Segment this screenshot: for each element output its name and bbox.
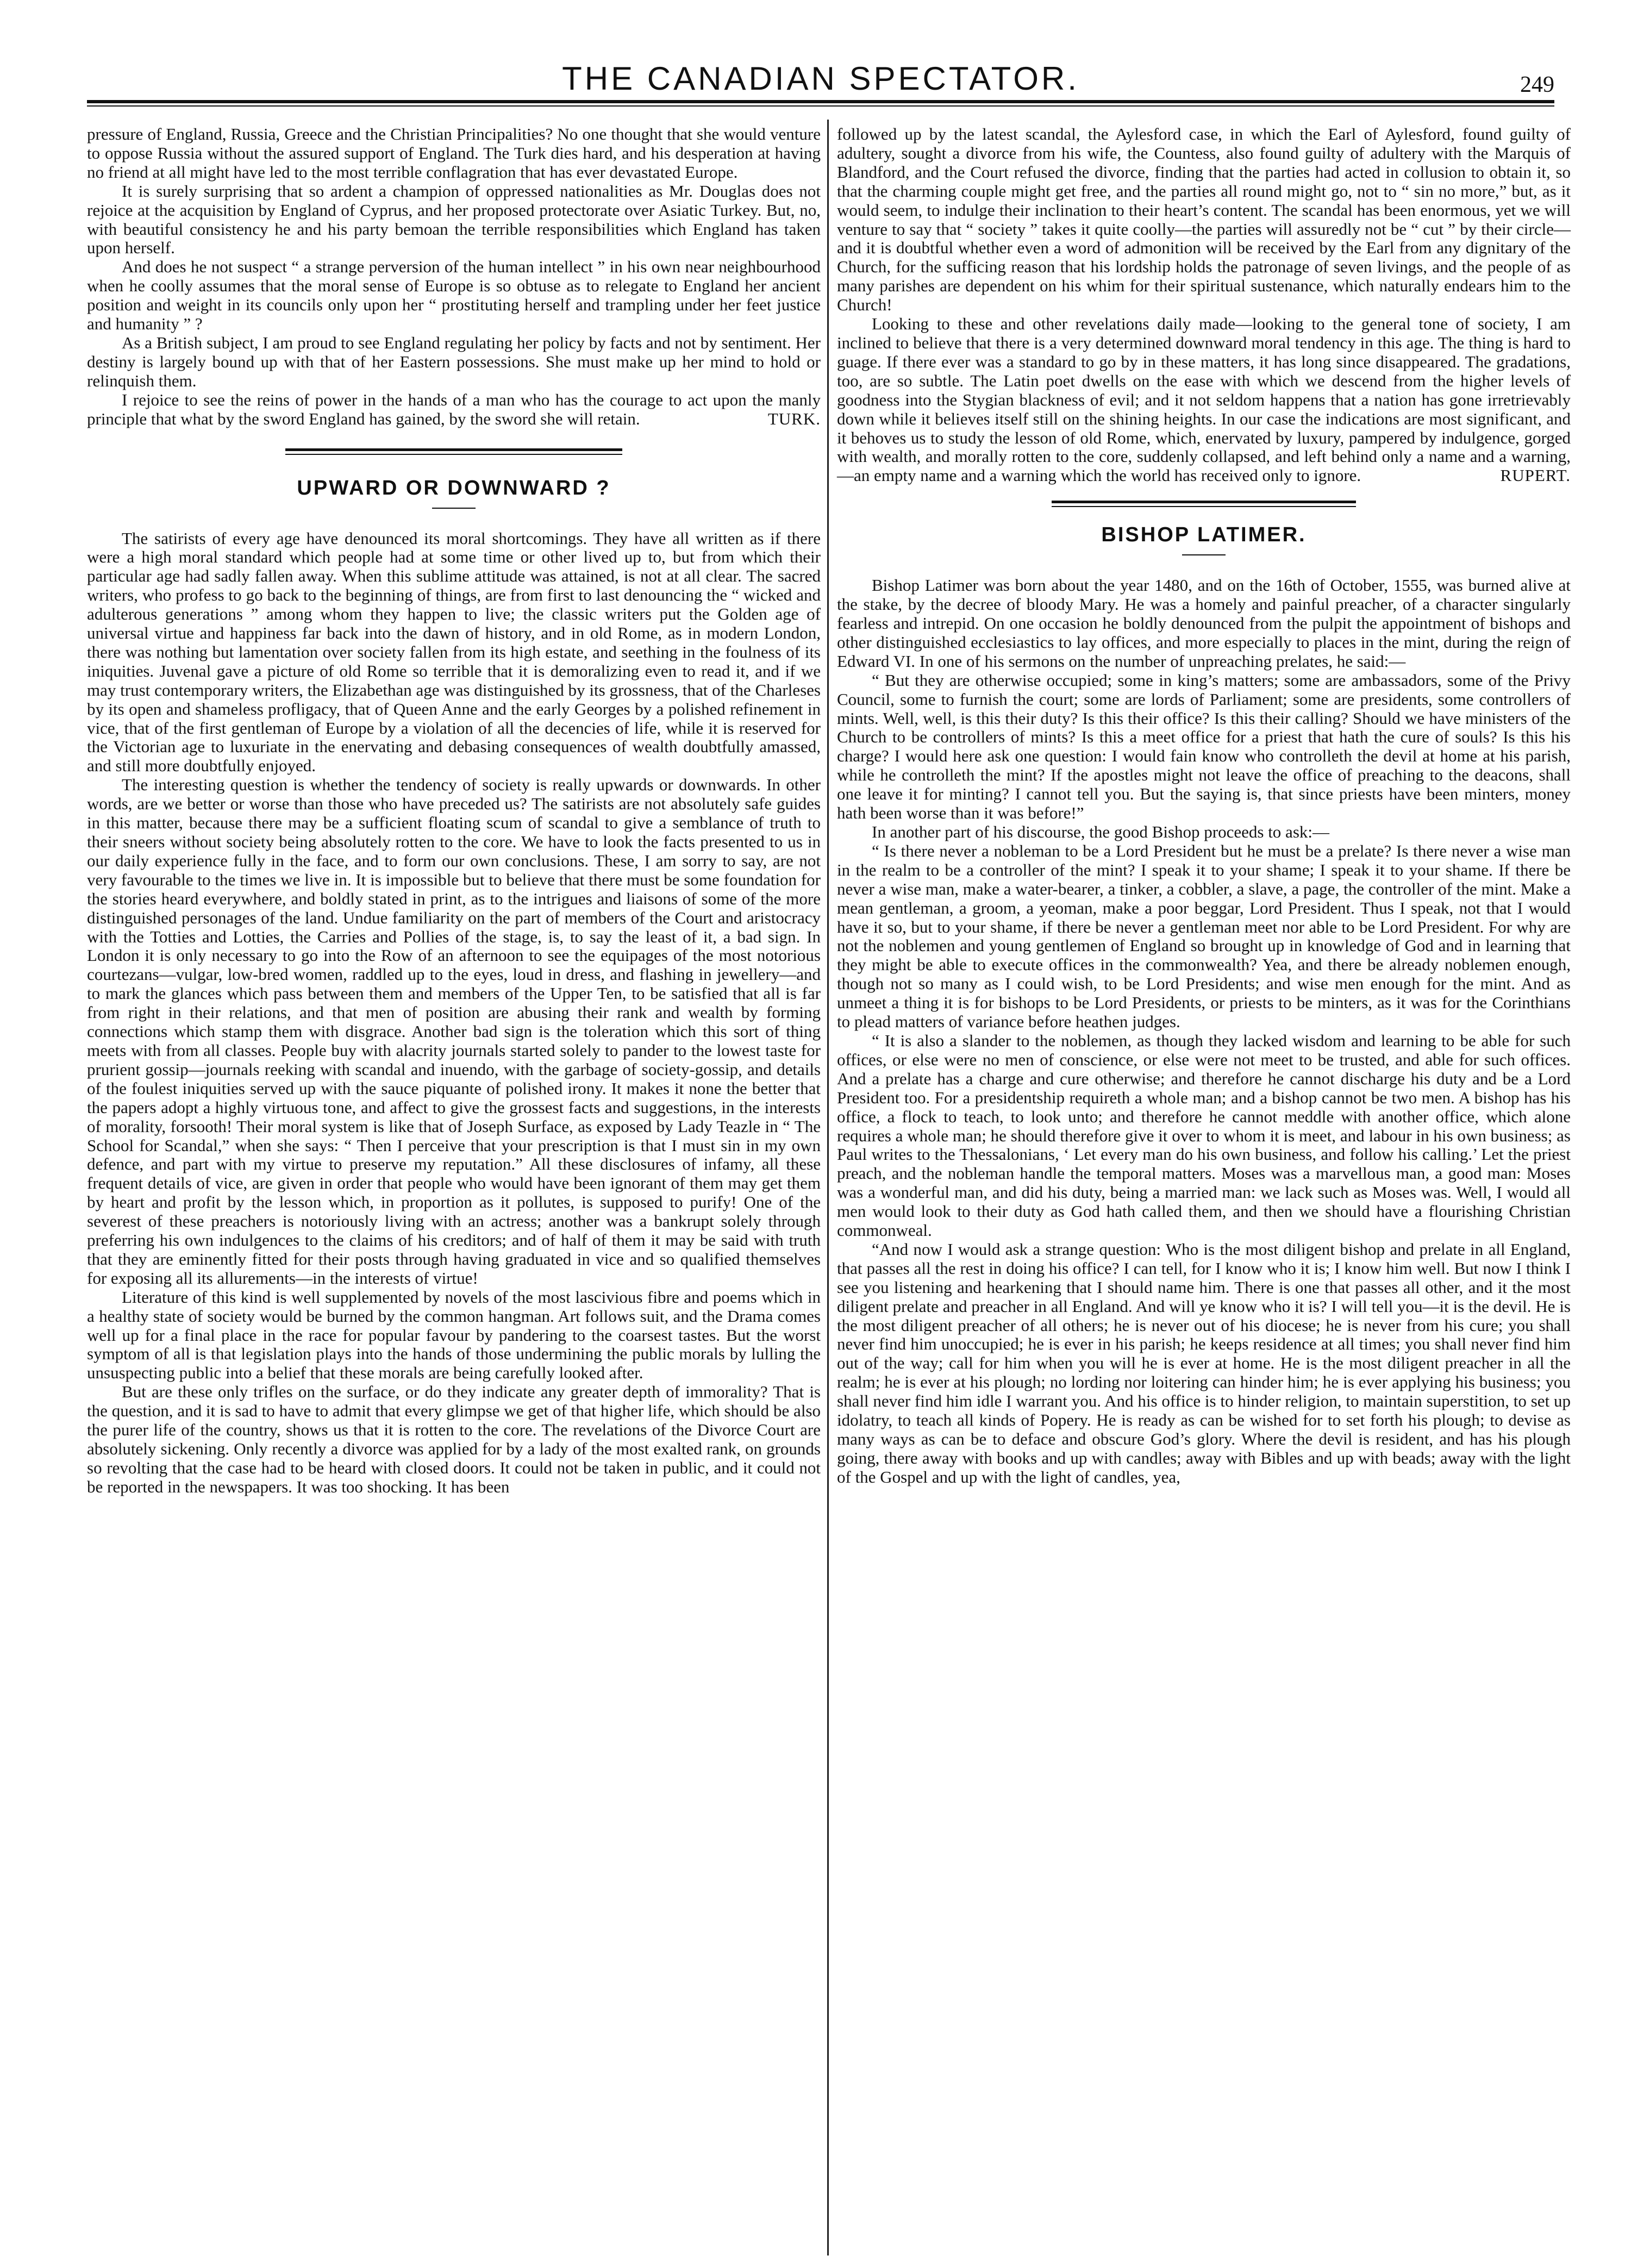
masthead-rule-thick	[87, 100, 1554, 103]
article-paragraph: Literature of this kind is well supplemented by novels of the most lascivious fibre and poems which in a healthy state of society would be burned by the common hangman. Art follows suit, and the Drama comes well up for a final place in the race for popular favour by pandering to the coarsest tastes. But the worst symptom of all is that legislation plays into the hands of those undermining the public morals by lulling the unsuspecting public into a belief that these morals are being carefully looked after.	[87, 1287, 821, 1383]
masthead	[87, 52, 1554, 101]
article-paragraph: pressure of England, Russia, Greece and the Christian Principalities? No one thought that she would venture to oppose Russia without the assured support of England. The Turk dies hard, and his desperation at having no friend at all might have led to the most terrible conflagration that has ever devastated Europe.	[87, 124, 821, 182]
section-heading-upward-or-downward: UPWARD OR DOWNWARD ?	[297, 476, 611, 499]
section-separator	[1052, 501, 1356, 507]
masthead-rule-thin	[87, 105, 1554, 107]
signature-rupert: RUPERT.	[1500, 466, 1571, 485]
article-paragraph: Looking to these and other revelations daily made—looking to the general tone of society, I am inclined to believe that there is a very determined downward moral tendency in this age. The thing is hard to guage. If there ever was a standard to go by in these matters, it has long since disappeared. The gradations, too, are so subtle. The Latin poet dwells on the ease with which we descend from the higher levels of goodness into the Stygian blackness of evil; and it not seldom happens that a nation has gone irretrievably down while it believes itself still on the shining heights. In our case the indications are most significant, and it behoves us to study the lesson of old Rome, which, enervated by luxury, pampered by indulgence, gorged with wealth, and morally rotten to the core, suddenly collapsed, and left behind only a name and a warning,—an empty name and a warning which the world has received only to ignore.	[837, 314, 1571, 485]
heading-underline	[1182, 554, 1226, 555]
article-paragraph: I rejoice to see the reins of power in the hands of a man who has the courage to act upon the manly principle that what by the sword England has gained, by the sword she will retain.	[87, 390, 821, 428]
right-column	[837, 125, 1571, 1487]
publication-title: THE CANADIAN SPECTATOR.	[562, 60, 1079, 97]
section-separator	[285, 448, 622, 455]
column-divider	[827, 120, 829, 2255]
article-paragraph: And does he not suspect “ a strange perversion of the human intellect ” in his own near neighbourhood when he coolly assumes that the moral sense of Europe is so obtuse as to relegate to England her ancient position and weight in its councils only upon her “ prostituting herself and trampling under her feet justice and humanity ” ?	[87, 257, 821, 334]
article-paragraph-with-signature	[837, 315, 1571, 485]
article-paragraph: “ But they are otherwise occupied; some in king’s matters; some are ambassadors, some of the Privy Council, some to furnish the court; some are lords of Parliament; some are presidents, some controllers of mints. Well, well, is this their duty? Is this their office? Is this their calling? Should we have ministers of the Church to be controllers of mints? Is this a meet office for a priest that hath the cure of souls? Is this his charge? I would here ask one question: I would fain know who controlleth the devil at home at his parish, while he controlleth the mint? If the apostles might not leave the office of preaching to the deacons, shall one leave it for minting? I cannot tell you. But the saying is, that since priests have been minters, money hath been worse than it was before!”	[837, 670, 1571, 823]
page-number: 249	[1520, 72, 1554, 97]
signature-turk: TURK.	[767, 409, 821, 428]
article-paragraph: The satirists of every age have denounced its moral shortcomings. They have all written as if there were a high moral standard which people had at some time or other lived up to, but from which their particular age had sadly fallen away. When this sublime attitude was attained, is not at all clear. The sacred writers, who profess to go back to the beginning of things, are from first to last denouncing the “ wicked and adulterous generations ” among whom they happen to live; the classic writers put the Golden age of universal virtue and happiness far back into the dawn of history, and in old Rome, as in modern London, there was nothing but lamentation over society fallen from its high estate, and seething in the foulness of its iniquities. Juvenal gave a picture of old Rome so terrible that it is demoralizing even to read it, and if we may trust contemporary writers, the Elizabethan age was distinguished by its grossness, that of the Charleses by its open and shameless profligacy, that of Queen Anne and the early Georges by a polished refinement in vice, that of the first gentleman of Europe by a violation of all the decencies of life, while it is reserved for the Victorian age to luxuriate in the enervating and debasing consequences of wealth doubtfully amassed, and still more doubtfully enjoyed.	[87, 528, 821, 776]
article-paragraph: “ Is there never a nobleman to be a Lord President but he must be a prelate? Is there never a wise man in the realm to be a controller of the mint? I speak it to your shame; I speak it to your shame. If there be never a wise man, make a water-bearer, a tinker, a cobbler, a slave, a page, the controller of the mint. Make a mean gentleman, a groom, a yeoman, make a poor beggar, Lord President. Thus I speak, not that I would have it so, but to your shame, if there be never a gentleman meet nor able to be Lord President. For why are not the noblemen and young gentlemen of England so brought up in knowledge of God and in learning that they might be able to execute offices in the commonwealth? Yea, and there be already noblemen enough, though not so many as I could wish, to be Lord Presidents; and wise men enough for the mint. And as unmeet a thing it is for bishops to be Lord Presidents, or priests to be minters, as it was for the Corinthians to plead matters of variance before heathen judges.	[837, 841, 1571, 1032]
article-paragraph: But are these only trifles on the surface, or do they indicate any greater depth of immorality? That is the question, and it is sad to have to admit that every glimpse we get of that higher life, which should be also the purer life of the country, shows us that it is rotten to the core. The revelations of the Divorce Court are absolutely sickening. Only recently a divorce was applied for by a lady of the most exalted rank, on grounds so revolting that the case had to be heard with closed doors. It could not be taken in public, and it could not be reported in the newspapers. It was too shocking. It has been	[87, 1382, 821, 1496]
article-paragraph: The interesting question is whether the tendency of society is really upwards or downwards. In other words, are we better or worse than those who have preceded us? The satirists are not absolutely safe guides in this matter, because there may be a sufficient floating scum of scandal to give a semblance of truth to their sneers without society being absolutely rotten to the core. We have to look the facts presented to us in our daily experience fully in the face, and to form our own conclusions. These, I am sorry to say, are not very favourable to the times we live in. It is impossible but to believe that there must be some foundation for the stories heard everywhere, and boldly stated in print, as to the intrigues and liaisons of some of the more distinguished personages of the land. Undue familiarity on the part of members of the Court and aristocracy with the Totties and Lotties, the Carries and Pollies of the stage, is, to say the least of it, a bad sign. In London it is only necessary to go into the Row of an afternoon to see the equipages of the most notorious courtezans—vulgar, low-bred women, raddled up to the eyes, loud in dress, and flashing in jewellery—and to mark the glances which pass between them and members of the Upper Ten, to be satisfied that all is far from right in their relations, and that men of position are abusing their rank and wealth by forming connections which stamp them with disgrace. Another bad sign is the toleration which this sort of thing meets with from all classes. People buy with alacrity journals started solely to pander to the lowest taste for prurient gossip—journals reeking with scandal and inuendo, with the garbage of society-gossip, and details of the foulest iniquities served up with the sauce piquante of polished irony. It makes it none the better that the papers adopt a highly virtuous tone, and affect to give the grossest facts and suggestions, in the interests of morality, forsooth! Their moral system is like that of Joseph Surface, as exposed by Lady Teazle in “ The School for Scandal,” when she says: “ Then I perceive that your prescription is that I must sin in my own defence, and part with my virtue to preserve my reputation.” All these disclosures of infamy, all these frequent details of vice, are given in order that people who would have been ignorant of them may get them by heart and profit by the lesson which, in proportion as it pollutes, is supposed to purify! One of the severest of these preachers is notoriously living with an actress; another was a bankrupt solely through preferring his own indulgences to the claims of his creditors; and of half of them it may be said with truth that they are eminently fitted for their posts through having graduated in vice and so qualified themselves for exposing all its allurements—in the interests of virtue!	[87, 775, 821, 1288]
article-paragraph: It is surely surprising that so ardent a champion of oppressed nationalities as Mr. Douglas does not rejoice at the acquisition by England of Cyprus, and her proposed protectorate over Asiatic Turkey. But, no, with beautiful consistency he and his party bemoan the terrible responsibilities which England has taken upon herself.	[87, 181, 821, 258]
article-paragraph: In another part of his discourse, the good Bishop proceeds to ask:—	[872, 822, 1329, 841]
article-paragraph: “And now I would ask a strange question: Who is the most diligent bishop and prelate in all England, that passes all the rest in doing his office? I can tell, for I know who it is; I know him well. But now I think I see you listening and hearkening that I should name him. There is one that passes all other, and it the most diligent prelate and preacher in all England. And will ye know who it is? I will tell you—it is the devil. He is the most diligent preacher of all others; he is never out of his diocese; he is never from his cure; you shall never find him unoccupied; he is ever in his parish; he keeps residence at all times; you shall never find him out of the way; call for him when you will he is ever at home. He is the most diligent preacher in all the realm; he is ever at his plough; no lording nor loitering can hinder him; he is ever applying his business; you shall never find him idle I warrant you. And his office is to hinder religion, to maintain superstition, to set up idolatry, to teach all kinds of Popery. He is ready as can be wished for to set forth his plough; to devise as many ways as can be to deface and obscure God’s glory. Where the devil is resident, and has his plough going, there away with books and up with candles; away with Bibles and up with beads; away with the light of the Gospel and up with the light of candles, yea,	[837, 1239, 1571, 1486]
article-paragraph-with-signature	[87, 391, 821, 429]
heading-underline	[432, 508, 476, 509]
article-paragraph: Bishop Latimer was born about the year 1480, and on the 16th of October, 1555, was burned alive at the stake, by the decree of bloody Mary. He was a homely and painful preacher, of a character singularly fearless and intrepid. On one occasion he boldly denounced from the pulpit the appointment of bishops and other distinguished ecclesiastics to lay offices, and more especially to places in the mint, during the reign of Edward VI. In one of his sermons on the number of unpreaching prelates, he said:—	[837, 576, 1571, 671]
article-paragraph: followed up by the latest scandal, the Aylesford case, in which the Earl of Aylesford, found guilty of adultery, sought a divorce from his wife, the Countess, also found guilty of adultery with the Marquis of Blandford, and the Court refused the divorce, finding that the parties had acted in collusion to obtain it, so that the charming couple might get free, and the parties all round might go, not to “ sin no more,” but, as it would seem, to indulge their inclination to their heart’s content. The scandal has been enormous, yet we will venture to say that “ society ” takes it quite coolly—the parties will assuredly not be “ cut ” by their circle—and it is doubtful whether even a word of admonition will be received by the Earl from any dignitary of the Church, for the sufficing reason that his lordship holds the patronage of seven livings, and the people of as many parishes are dependent on his whim for their spiritual sustenance, which naturally endears him to the Church!	[837, 124, 1571, 315]
left-column	[87, 125, 821, 1497]
section-heading-bishop-latimer: BISHOP LATIMER.	[1101, 523, 1307, 547]
article-paragraph: As a British subject, I am proud to see England regulating her policy by facts and not by sentiment. Her destiny is largely bound up with that of her Eastern possessions. She must make up her mind to hold or relinquish them.	[87, 333, 821, 390]
article-paragraph: “ It is also a slander to the noblemen, as though they lacked wisdom and learning to be able for such offices, or else were no men of conscience, or else were not meet to be trusted, and able for such offices. And a prelate has a charge and cure otherwise; and therefore he cannot discharge his duty and be a Lord President too. For a presidentship requireth a whole man; and a bishop cannot be two men. A bishop has his office, a flock to teach, to look unto; and therefore he cannot meddle with another office, which alone requires a whole man; he should therefore give it over to whom it is meet, and labour in his own business; as Paul writes to the Thessalonians, ‘ Let every man do his own business, and follow his calling.’ Let the priest preach, and the nobleman handle the temporal matters. Moses was a marvellous man, a good man: Moses was a wonderful man, and did his duty, being a married man: we lack such as Moses was. Well, I would all men would look to their duty as God hath called them, and then we should have a flourishing Christian commonweal.	[837, 1030, 1571, 1240]
